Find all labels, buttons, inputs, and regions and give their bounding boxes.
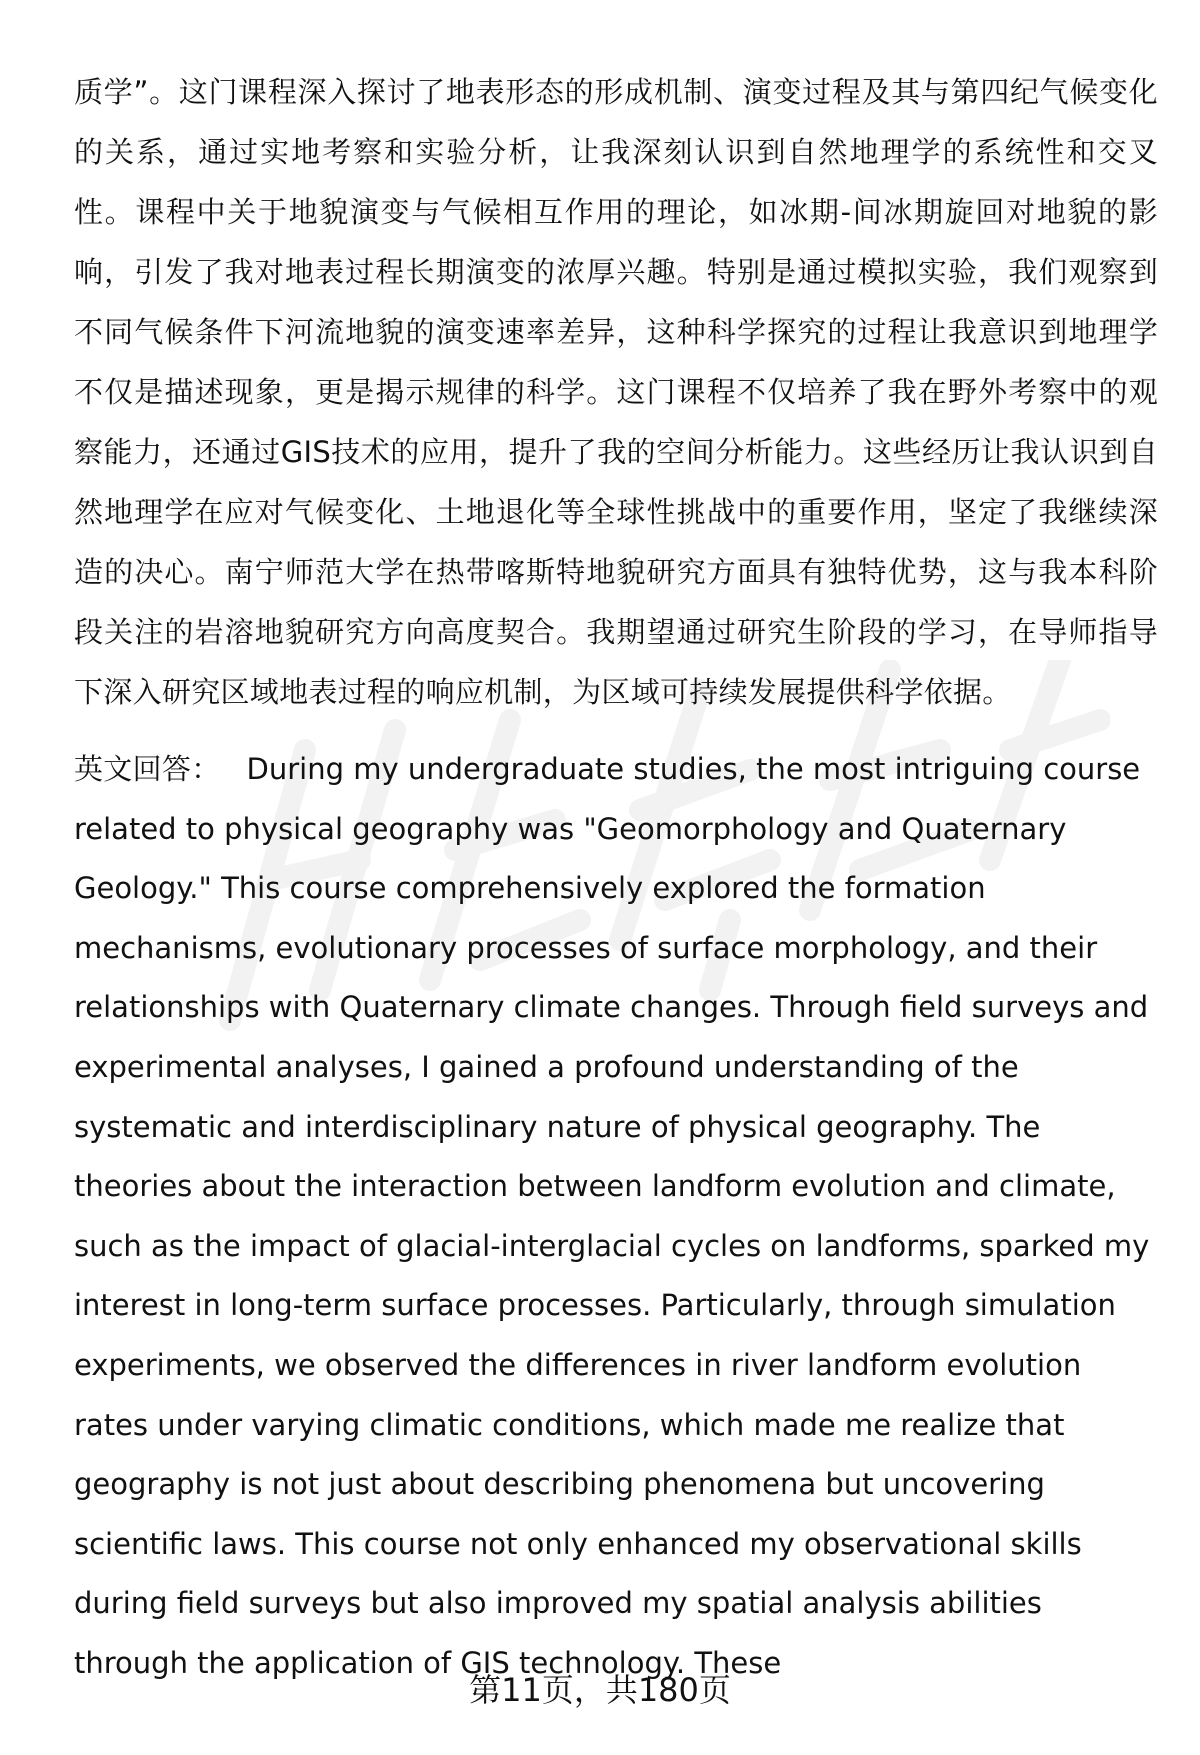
document-body <box>74 62 1158 1694</box>
english-answer-paragraph: During my undergraduate studies, the most intriguing course related to physical geography was "Geomorphology and Quaternary Geology." This course comprehensively explored the formation mechanisms, evolutionary processes of surface morphology, and their relationships with Quaternary climate changes. Through field surveys and experimental analyses, I gained a profound understanding of the systematic and interdisciplinary nature of physical geography. The theories about the interaction between landform evolution and climate, such as the impact of glacial-interglacial cycles on landforms, sparked my interest in long-term surface processes. Particularly, through simulation experiments, we observed the differences in river landform evolution rates under varying climatic conditions, which made me realize that geography is not just about describing phenomena but uncovering scientific laws. This course not only enhanced my observational skills during field surveys but also improved my spatial analysis abilities through the application of GIS technology. These <box>74 752 1150 1680</box>
english-answer-label: 英文回答： <box>74 752 221 786</box>
chinese-answer-paragraph: 质学”。这门课程深入探讨了地表形态的形成机制、演变过程及其与第四纪气候变化的关系，通过实地考察和实验分析，让我深刻认识到自然地理学的系统性和交叉性。课程中关于地貌演变与气候相互作用的理论，如冰期-间冰期旋回对地貌的影响，引发了我对地表过程长期演变的浓厚兴趣。特别是通过模拟实验，我们观察到不同气候条件下河流地貌的演变速率差异，这种科学探究的过程让我意识到地理学不仅是描述现象，更是揭示规律的科学。这门课程不仅培养了我在野外考察中的观察能力，还通过GIS技术的应用，提升了我的空间分析能力。这些经历让我认识到自然地理学在应对气候变化、土地退化等全球性挑战中的重要作用，坚定了我继续深造的决心。南宁师范大学在热带喀斯特地貌研究方面具有独特优势，这与我本科阶段关注的岩溶地貌研究方向高度契合。我期望通过研究生阶段的学习，在导师指导下深入研究区域地表过程的响应机制，为区域可持续发展提供科学依据。 <box>74 75 1158 709</box>
page-number-footer: 第11页，共180页 <box>469 1671 731 1709</box>
english-answer-section <box>74 740 1158 1694</box>
